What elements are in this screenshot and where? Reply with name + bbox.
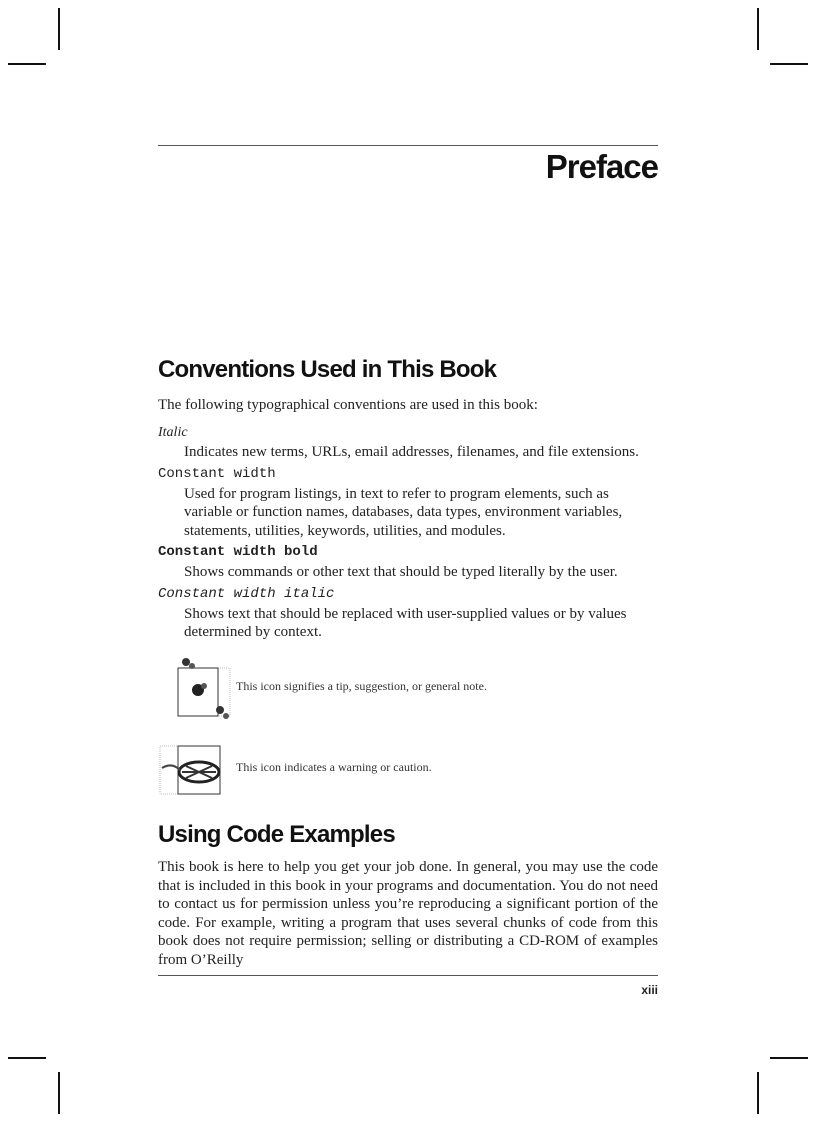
term-italic-desc: Indicates new terms, URLs, email addresses, filenames, and file extensions. <box>184 444 639 460</box>
chapter-title: Preface <box>545 148 658 185</box>
term-constant-width-bold-desc: Shows commands or other text that should be typed literally by the user. <box>184 564 618 580</box>
term-constant-width-bold: Constant width bold <box>158 544 318 560</box>
term-italic: Italic <box>158 425 188 440</box>
term-constant-width-italic: Constant width italic <box>158 585 335 602</box>
term-constant-width-italic-desc: Shows text that should be replaced with user-supplied values or by values determined by context. <box>184 605 627 640</box>
crop-mark <box>770 63 808 65</box>
crop-mark <box>757 1072 759 1114</box>
crop-mark <box>58 1072 60 1114</box>
crop-mark <box>770 1057 808 1059</box>
crop-mark <box>8 1057 46 1059</box>
section-heading-conventions: Conventions Used in This Book <box>158 356 497 383</box>
page-number: xiii <box>641 983 658 997</box>
warning-icon <box>158 742 222 796</box>
warning-note-text: This icon indicates a warning or caution. <box>236 760 432 774</box>
conventions-list <box>158 420 658 642</box>
tip-note-text: This icon signifies a tip, suggestion, or general note. <box>236 679 487 693</box>
header-rule <box>158 145 658 146</box>
conventions-intro: The following typographical conventions are used in this book: <box>158 397 538 413</box>
code-examples-body: This book is here to help you get your job done. In general, you may use the code that is included in this book in your programs and documentation. You do not need to contact us for permission unless you’re reproducing a significant portion of the code. For example, writing a program that uses several chunks of code from this book does not require permission; selling or distributing a CD-ROM of examples from O’Reilly <box>158 859 658 968</box>
crop-mark <box>58 8 60 50</box>
tip-icon <box>158 656 232 722</box>
crop-mark <box>757 8 759 50</box>
term-constant-width-desc: Used for program listings, in text to refer to program elements, such as variable or function names, databases, data types, environment variables, statements, utilities, keywords, utilities, and modules. <box>184 485 623 539</box>
crop-mark <box>8 63 46 65</box>
term-constant-width: Constant width <box>158 465 276 482</box>
section-heading-code-examples: Using Code Examples <box>158 821 395 848</box>
footer-rule <box>158 975 658 976</box>
